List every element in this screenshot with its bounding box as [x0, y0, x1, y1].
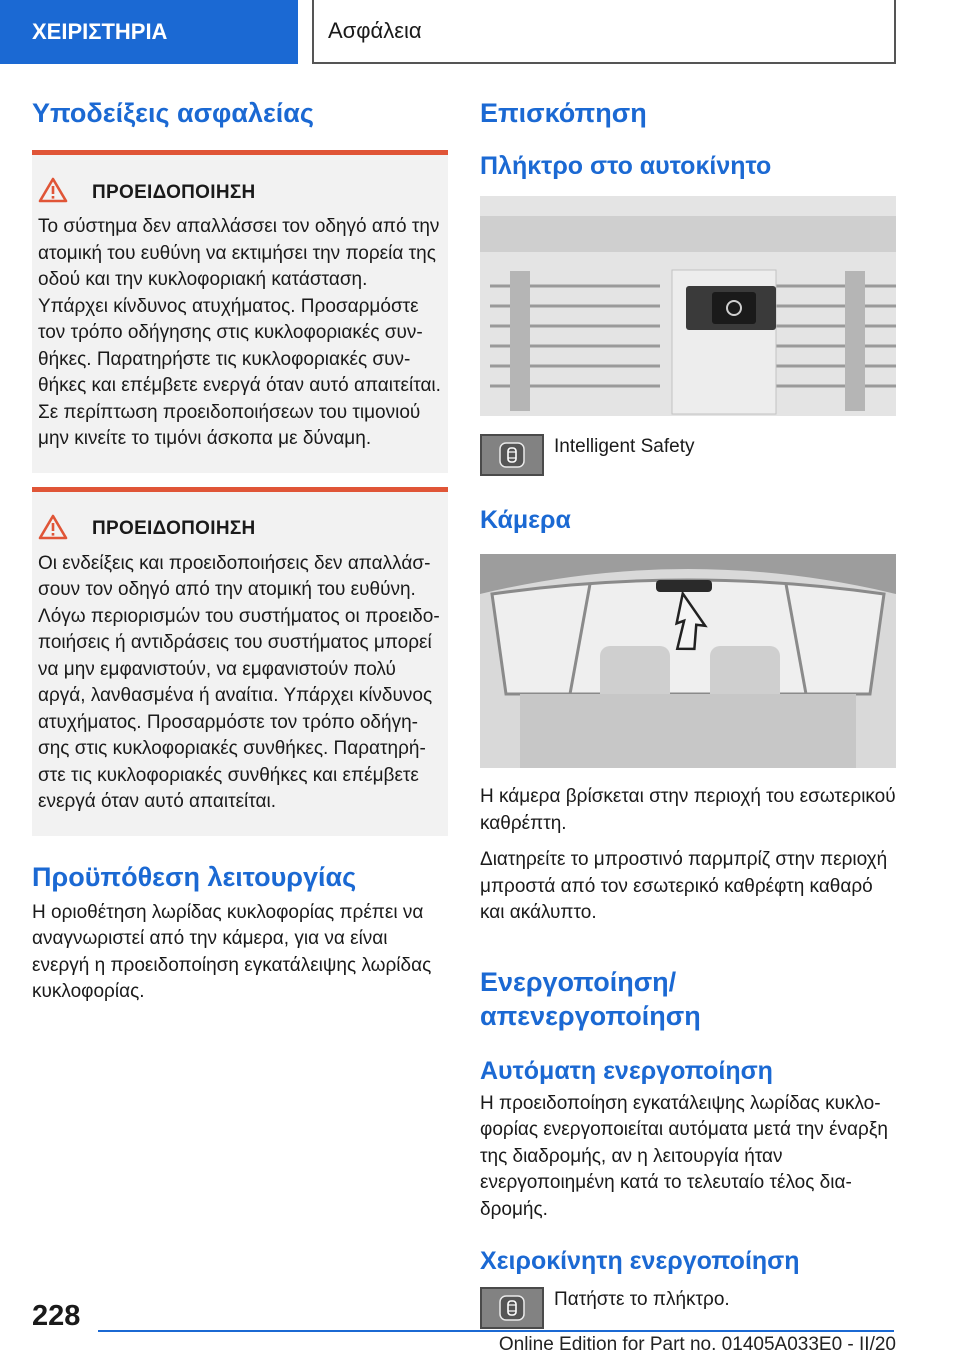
prerequisite-heading: Προϋπόθεση λειτουργίας	[32, 861, 357, 892]
warning-triangle-icon	[38, 177, 68, 208]
chapter-tab[interactable]	[0, 0, 298, 64]
warning-box-1	[32, 150, 448, 473]
page-number: 228	[32, 1300, 81, 1332]
intelligent-safety-button-icon	[480, 434, 544, 476]
automatic-activation-text: Η προειδοποίηση εγκατάλειψης λωρίδας κυκλοφορίας ενεργοποιείται αυτόματα μετά την έναρξη της διαδρομής, αν η λειτουργία ήταν ενεργοποιημένη κατά το τελευταίο τέλος διαδρομής.	[480, 1092, 888, 1220]
manual-activation-heading: Χειροκίνητη ενεργοποίηση	[480, 1247, 800, 1275]
manual-activation-row	[480, 1287, 896, 1329]
dashboard-button-photo	[480, 196, 896, 416]
right-column	[480, 96, 896, 1329]
intelligent-safety-row	[480, 434, 896, 476]
button-in-car-heading: Πλήκτρο στο αυτοκίνητο	[480, 152, 772, 180]
footer-edition: Online Edition for Part no. 01405A033E0 - II/20	[498, 1334, 896, 1355]
warning-triangle-icon	[38, 514, 68, 545]
intelligent-safety-button-icon	[480, 1287, 544, 1329]
left-column	[32, 96, 448, 1006]
activation-heading: Ενεργοποίηση/απενεργοποίηση	[480, 966, 701, 1031]
camera-location-text: Η κάμερα βρίσκεται στην περιοχή του εσωτερικού καθρέπτη.	[480, 786, 896, 834]
manual-activation-text: Πατήστε το πλήκτρο.	[554, 1289, 730, 1310]
warning-title-2: ΠΡΟΕΙΔΟΠΟΙΗΣΗ	[92, 518, 256, 539]
chapter-tab-label: ΧΕΙΡΙΣΤΗΡΙΑ	[32, 19, 168, 44]
warning-text-2: Οι ενδείξεις και προειδοποιήσεις δεν απαλλάσσουν τον οδηγό από την ατομική του ευθύνη. Λόγω περιορισμών του συστήματος οι προειδοποιήσεις ή αντιδράσεις του συστήματος μπορεί να μην εμφανιστούν, να εμφανιστούν πολύ αργά, λανθασμένα ή αναίτια. Υπάρχει κίνδυνος ατυχήματος. Προσαρμόστε τον τρόπο οδήγησης στις κυκλοφοριακές συνθήκες. Παρατηρήστε τις κυκλοφοριακές συνθήκες και επέμβετε ενεργά όταν αυτό απαιτείται.	[38, 552, 440, 812]
prerequisite-text: Η οριοθέτηση λωρίδας κυκλοφορίας πρέπει να αναγνωριστεί από την κάμερα, για να είναι ενεργή η προειδοποίηση εγκατάλειψης λωρίδας κυκλοφορίας.	[32, 901, 432, 1002]
warning-text-1: Το σύστημα δεν απαλλάσσει τον οδηγό από την ατομική του ευθύνη να εκτιμήσει την πορεία της οδού και την κυκλοφοριακή κατάσταση. Υπάρχει κίνδυνος ατυχήματος. Προσαρμόστε τον τρόπο οδήγησης στις κυκλοφοριακές συνθήκες. Παρατηρήστε τις κυκλοφοριακές συνθήκες και επέμβετε ενεργά όταν αυτό απαιτείται. Σε περίπτωση προειδοποιήσεων του τιμονιού μην κινείτε το τιμόνι άσκοπα με δύναμη.	[38, 216, 441, 449]
footer-divider	[98, 1330, 894, 1332]
warning-title-1: ΠΡΟΕΙΔΟΠΟΙΗΣΗ	[92, 181, 256, 203]
overview-heading: Επισκόπηση	[480, 98, 647, 128]
camera-heading: Κάμερα	[480, 506, 571, 534]
safety-heading: Υποδείξεις ασφαλείας	[32, 98, 314, 128]
automatic-activation-heading: Αυτόματη ενεργοποίηση	[480, 1056, 773, 1085]
section-title: Ασφάλεια	[328, 18, 422, 43]
section-title-box	[312, 0, 896, 64]
camera-clean-text: Διατηρείτε το μπροστινό παρμπρίζ στην περιοχή μπροστά από τον εσωτερικό καθρέφτη καθαρό και ακάλυπτο.	[480, 849, 888, 923]
windshield-camera-photo	[480, 554, 896, 768]
intelligent-safety-label: Intelligent Safety	[554, 436, 695, 457]
warning-box-2	[32, 487, 448, 836]
